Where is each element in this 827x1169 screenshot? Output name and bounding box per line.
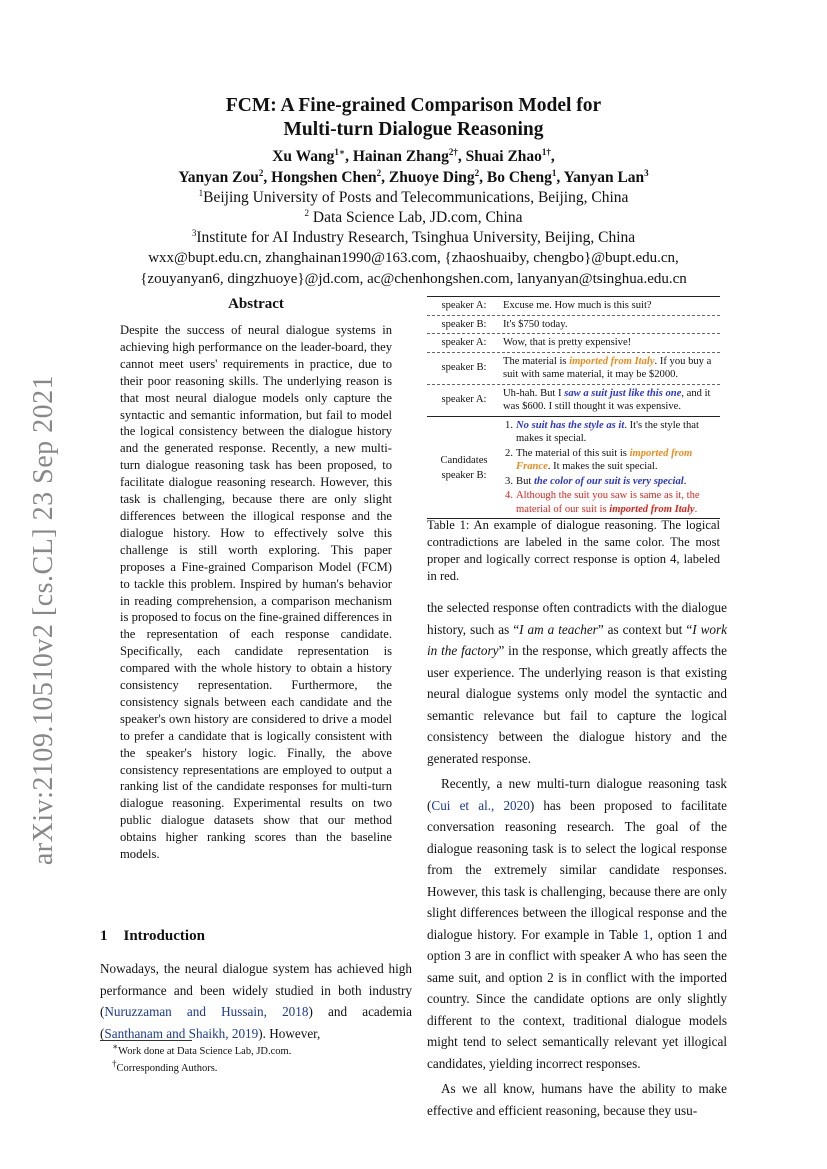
citation-link[interactable]: Santhanam and Shaikh, 2019 — [104, 1025, 259, 1041]
paper-title-line-2: Multi-turn Dialogue Reasoning — [283, 119, 544, 140]
section-heading-introduction — [100, 928, 205, 945]
footnote-text: Work done at Data Science Lab, JD.com. — [118, 1046, 292, 1057]
intro-text: Nowadays, the neural dialogue system has achieved high performance and been widely studied in both industry ( — [100, 961, 412, 1019]
footnote-mark: ∗ — [112, 1041, 119, 1052]
speaker-label: speaker A: — [441, 300, 487, 311]
quoted-example: I work in the factory — [427, 621, 727, 658]
footnote-mark: † — [112, 1058, 117, 1069]
author-name: Hongshen Chen — [271, 169, 377, 186]
author-sup: 3 — [644, 167, 649, 178]
author-name: Yanyan Lan — [563, 169, 645, 186]
section-number: 1 — [100, 928, 108, 944]
affiliation-text: Institute for AI Industry Research, Tsinghua University, Beijing, China — [196, 229, 636, 246]
paragraph: As we all know, humans have the ability to make effective and efficient reasoning, because they usu- — [427, 1081, 727, 1118]
candidate-option — [501, 475, 720, 489]
table-row — [427, 296, 720, 315]
option-number: 4. — [505, 490, 513, 501]
author-sup: 1 — [551, 167, 557, 178]
section-title: Introduction — [123, 928, 205, 944]
candidates-block — [427, 416, 720, 519]
utterance-text: The material is — [503, 355, 570, 367]
paragraph-text: Recently, a new multi-turn dialogue reasoning task ( — [427, 776, 727, 813]
utterance-text: , and it was $600. I still thought it was expensive. — [503, 387, 711, 412]
author-name: Zhuoye Ding — [388, 169, 475, 186]
paragraph — [427, 773, 727, 1074]
paragraph — [427, 597, 727, 769]
utterance: Excuse me. How much is this suit? — [503, 300, 652, 311]
author-name: Shuai Zhao — [465, 148, 542, 165]
paragraph-text: ” in the response, which greatly affects the user experience. The underlying reason is that existing neural dialogue systems only model the syntactic and semantic relevance but fail to capture the logical consistency between the dialogue history and the generated response. — [427, 643, 727, 766]
title-block — [100, 94, 727, 290]
option-text-part: . It makes the suit special. — [547, 461, 658, 472]
footnotes — [112, 1043, 291, 1077]
candidates-label — [427, 419, 501, 518]
author-sup: 2 — [376, 167, 382, 178]
table-row — [427, 352, 720, 384]
footnote-text: Corresponding Authors. — [116, 1063, 218, 1074]
author-sup: 2 — [258, 167, 264, 178]
candidates-label-line: speaker B: — [441, 469, 487, 481]
citation-link[interactable]: Cui et al., 2020 — [431, 797, 530, 813]
right-column-body — [427, 597, 727, 1125]
affiliation-text: Beijing University of Posts and Telecommunications, Beijing, China — [203, 189, 629, 206]
utterance: It's $750 today. — [503, 318, 568, 330]
author-name: Xu Wang — [272, 148, 335, 165]
option-text — [516, 419, 720, 446]
utterance — [501, 387, 720, 414]
author-sup: 2† — [448, 146, 458, 157]
email-line-2: {zouyanyan6, dingzhuoye}@jd.com, ac@chenhongshen.com, lanyanyan@tsinghua.edu.cn — [140, 271, 687, 287]
speaker-label: speaker A: — [441, 337, 487, 348]
candidate-list — [501, 419, 720, 518]
author-sup: 1∗ — [334, 146, 346, 157]
highlight-orange: imported from Italy — [569, 355, 655, 367]
candidates-label-line: Candidates — [440, 454, 488, 466]
table-row — [427, 384, 720, 416]
quoted-example: I am a teacher — [519, 621, 598, 637]
option-number: 1. — [505, 419, 513, 431]
author-sup: 1† — [541, 146, 551, 157]
intro-text: ) and academia ( — [100, 1004, 413, 1041]
utterance — [501, 355, 720, 382]
footnote — [112, 1060, 291, 1077]
footnote — [112, 1043, 291, 1060]
affiliation-sup: 2 — [304, 207, 309, 218]
highlight-blue: No suit has the style as it — [516, 419, 625, 431]
author-line-2: Yanyan Zou$^2$, Hongshen Chen$^2$, Zhuoye Ding$^2$, Bo Cheng$^1$, Yanyan Lan$^3$ — [178, 167, 649, 186]
option-text — [516, 447, 720, 474]
option-text-part: . — [683, 475, 687, 487]
candidate-option-correct — [501, 489, 720, 516]
option-text-part: But — [516, 475, 534, 487]
affiliation-text: Data Science Lab, JD.com, China — [309, 209, 523, 226]
speaker-label: speaker B: — [441, 318, 487, 330]
intro-text: ). However, — [258, 1025, 321, 1041]
paragraph-text: ” as context but “ — [597, 621, 693, 637]
paper-title-line-1: FCM: A Fine-grained Comparison Model for — [225, 95, 602, 116]
option-text-part: . It's the style that makes it special. — [516, 419, 699, 444]
citation-link[interactable]: Nuruzzaman and Hussain, 2018 — [104, 1004, 309, 1019]
table-reference-link[interactable]: 1 — [643, 926, 650, 942]
table-row — [427, 315, 720, 334]
option-number: 3. — [505, 475, 513, 487]
option-text-part: The material of this suit is — [516, 447, 630, 459]
utterance: Wow, that is pretty expensive! — [503, 337, 632, 348]
affiliation-sup: 3 — [191, 227, 197, 238]
speaker-label: speaker A: — [441, 394, 487, 406]
abstract-heading: Abstract — [228, 296, 284, 312]
highlight-blue: the color of our suit is very special — [533, 475, 684, 487]
paragraph-text: the selected response often contradicts with the dialogue history, such as “ — [427, 600, 727, 637]
candidate-option — [501, 447, 720, 474]
speaker-label: speaker B: — [441, 362, 487, 374]
highlight-red: imported from Italy — [609, 503, 695, 515]
utterance-text: Uh-hah. But I — [503, 387, 565, 399]
candidate-option — [501, 419, 720, 446]
dialogue-example-table — [427, 296, 720, 519]
affiliation — [100, 208, 727, 228]
author-name: Hainan Zhang — [352, 148, 449, 165]
author-sup: 2 — [474, 167, 480, 178]
option-text — [516, 489, 720, 516]
arxiv-identifier: arXiv:2109.10510v2 [cs.CL] 23 Sep 2021 — [28, 374, 59, 866]
intro-paragraph — [100, 958, 412, 1044]
author-name: Yanyan Zou — [178, 169, 259, 186]
affiliation-sup: 1 — [198, 187, 204, 198]
abstract-text: Despite the success of neural dialogue systems in achieving high performance on the leader-board, they cannot meet users' requirements in practice, due to their poor reasoning skills. The underlying reason is that most neural dialogue models only capture the syntactic and semantic information, but fail to model the logical consistency between the dialogue history and the generated response. Recently, a new multi-turn dialogue reasoning task has been proposed, to facilitate dialogue reasoning research. However, this task is challenging, because there are only slight differences between the illogical response and the dialogue history. How to effectively solve this challenge is still worth exploring. This paper proposes a Fine-grained Comparison Model (FCM) to tackle this problem. Inspired by human's behavior in reading comprehension, a comparison mechanism is proposed to focus on the fine-grained differences in the representation of each response candidate. Specifically, each candidate representation is compared with the whole history to obtain a history consistency representation. Furthermore, the consistency signals between each candidate and the speaker's own history are considered to drive a model to prefer a candidate that is logically consistent with the speaker's history logic. Finally, the above consistency representations are employed to output a ranking list of the candidate responses for multi-turn dialogue reasoning. Experimental results on two public dialogue datasets show that our method obtains higher ranking scores than the baseline models. — [120, 323, 392, 862]
option-text-part: . — [694, 503, 698, 515]
table-row — [427, 333, 720, 352]
highlight-orange: imported from France — [516, 447, 693, 472]
option-text-part: Although the suit you saw is same as it, the material of our suit is — [516, 490, 700, 515]
author-line-1: Xu Wang$^{1∗}$, Hainan Zhang$^{2\dagger}$, Shuai Zhao$^{1\dagger}$, — [272, 146, 555, 165]
affiliation — [100, 228, 727, 248]
email-line-1: wxx@bupt.edu.cn, zhanghainan1990@163.com, {zhaoshuaiby, chengbo}@bupt.edu.cn, — [148, 250, 679, 266]
utterance-text: . If you buy a suit with same material, it may be $2000. — [503, 355, 712, 380]
option-text — [516, 475, 720, 489]
table-caption: Table 1: An example of dialogue reasoning. The logical contradictions are labeled in the same color. The most proper and logically correct response is option 4, labeled in red. — [427, 518, 720, 583]
author-name: Bo Cheng — [486, 169, 552, 186]
paragraph-text: , option 1 and option 3 are in conflict with speaker A who has seen the same suit, and option 2 is in conflict with the imported country. Since the candidate options are only slightly different to the context, traditional dialogue models might tend to select semantically relevant yet illogical candidates, yielding incorrect responses. — [427, 926, 727, 1071]
option-number: 2. — [505, 447, 513, 459]
paragraph-text: ) has been proposed to facilitate conversation reasoning research. The goal of the dialogue reasoning task is to select the logical response from the extremely similar candidate responses. However, this task is challenging, because there are only slight differences between the illogical response and the dialogue history. For example in Table — [427, 797, 728, 942]
affiliation — [100, 188, 727, 208]
highlight-blue: saw a suit just like this one — [564, 387, 682, 399]
